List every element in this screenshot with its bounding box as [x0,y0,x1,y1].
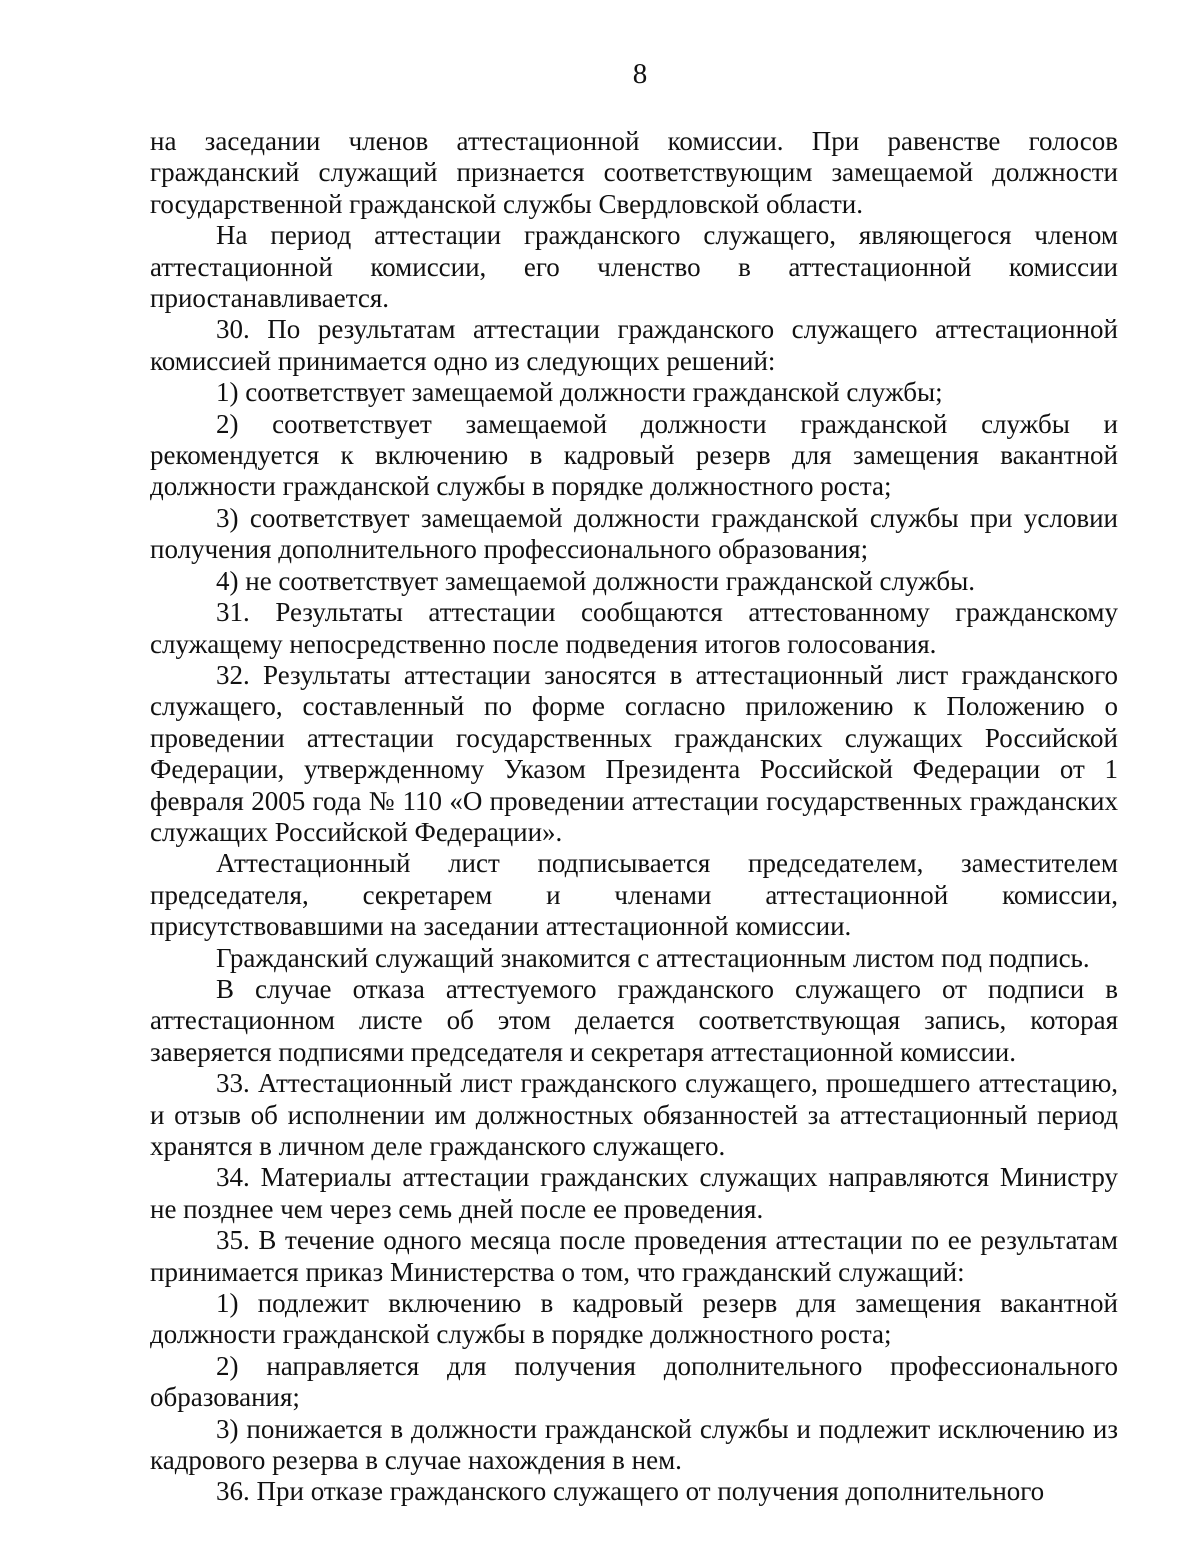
paragraph: В случае отказа аттестуемого гражданского служащего от подписи в аттестационном листе об этом делается соответствующая запись, которая заверяется подписями председателя и секретаря аттестационной комиссии. [150,973,1118,1067]
paragraph: 35. В течение одного месяца после проведения аттестации по ее результатам принимается приказ Министерства о том, что гражданский служащий: [150,1225,1118,1287]
paragraph: 3) понижается в должности гражданской службы и подлежит исключению из кадрового резерва в случае нахождения в нем. [150,1413,1118,1476]
paragraph: 2) направляется для получения дополнительного профессионального образования; [150,1350,1118,1413]
paragraph: 34. Материалы аттестации гражданских служащих направляются Министру не позднее чем через семь дней после ее проведения. [150,1162,1118,1224]
paragraph: 33. Аттестационный лист гражданского служащего, прошедшего аттестацию, и отзыв об исполнении им должностных обязанностей за аттестационный период хранятся в личном деле гражданского служащего. [150,1068,1118,1161]
paragraph: 32. Результаты аттестации заносятся в аттестационный лист гражданского служащего, составленный по форме согласно приложению к Положению о проведении аттестации государственных гражданских служащих Российской Федерации, утвержденному Указом Президента Российской Федерации от 1 февраля 2005 года № 110 «О проведении аттестации государственных гражданских служащих Российской Федерации». [150,659,1118,847]
paragraph: 2) соответствует замещаемой должности гражданской службы и рекомендуется к включению в кадровый резерв для замещения вакантной должности гражданской службы в порядке должностного роста; [150,408,1118,502]
paragraph: 4) не соответствует замещаемой должности гражданской службы. [216,565,976,596]
paragraph: Аттестационный лист подписывается председателем, заместителем председателя, секретарем и членами аттестационной комиссии, присутствовавшими на заседании аттестационной комиссии. [150,848,1118,942]
paragraph: 3) соответствует замещаемой должности гражданской службы при условии получения дополнительного профессионального образования; [150,502,1118,565]
document-body [150,126,1118,1508]
paragraph: 31. Результаты аттестации сообщаются аттестованному гражданскому служащему непосредственно после подведения итогов голосования. [150,597,1118,659]
paragraph: Гражданский служащий знакомится с аттестационным листом под подпись. [216,942,1090,973]
page-number: 8 [632,58,648,90]
paragraph: 30. По результатам аттестации гражданского служащего аттестационной комиссией принимается одно из следующих решений: [150,314,1118,376]
paragraph: 1) соответствует замещаемой должности гражданской службы; [216,377,943,408]
paragraph: 1) подлежит включению в кадровый резерв для замещения вакантной должности гражданской службы в порядке должностного роста; [150,1288,1118,1350]
paragraph: на заседании членов аттестационной комиссии. При равенстве голосов гражданский служащий признается соответствующим замещаемой должности государственной гражданской службы Свердловской области. [150,126,1118,219]
paragraph: 36. При отказе гражданского служащего от получения дополнительного [216,1476,1045,1507]
paragraph: На период аттестации гражданского служащего, являющегося членом аттестационной комиссии, его членство в аттестационной комиссии приостанавливается. [150,220,1118,314]
